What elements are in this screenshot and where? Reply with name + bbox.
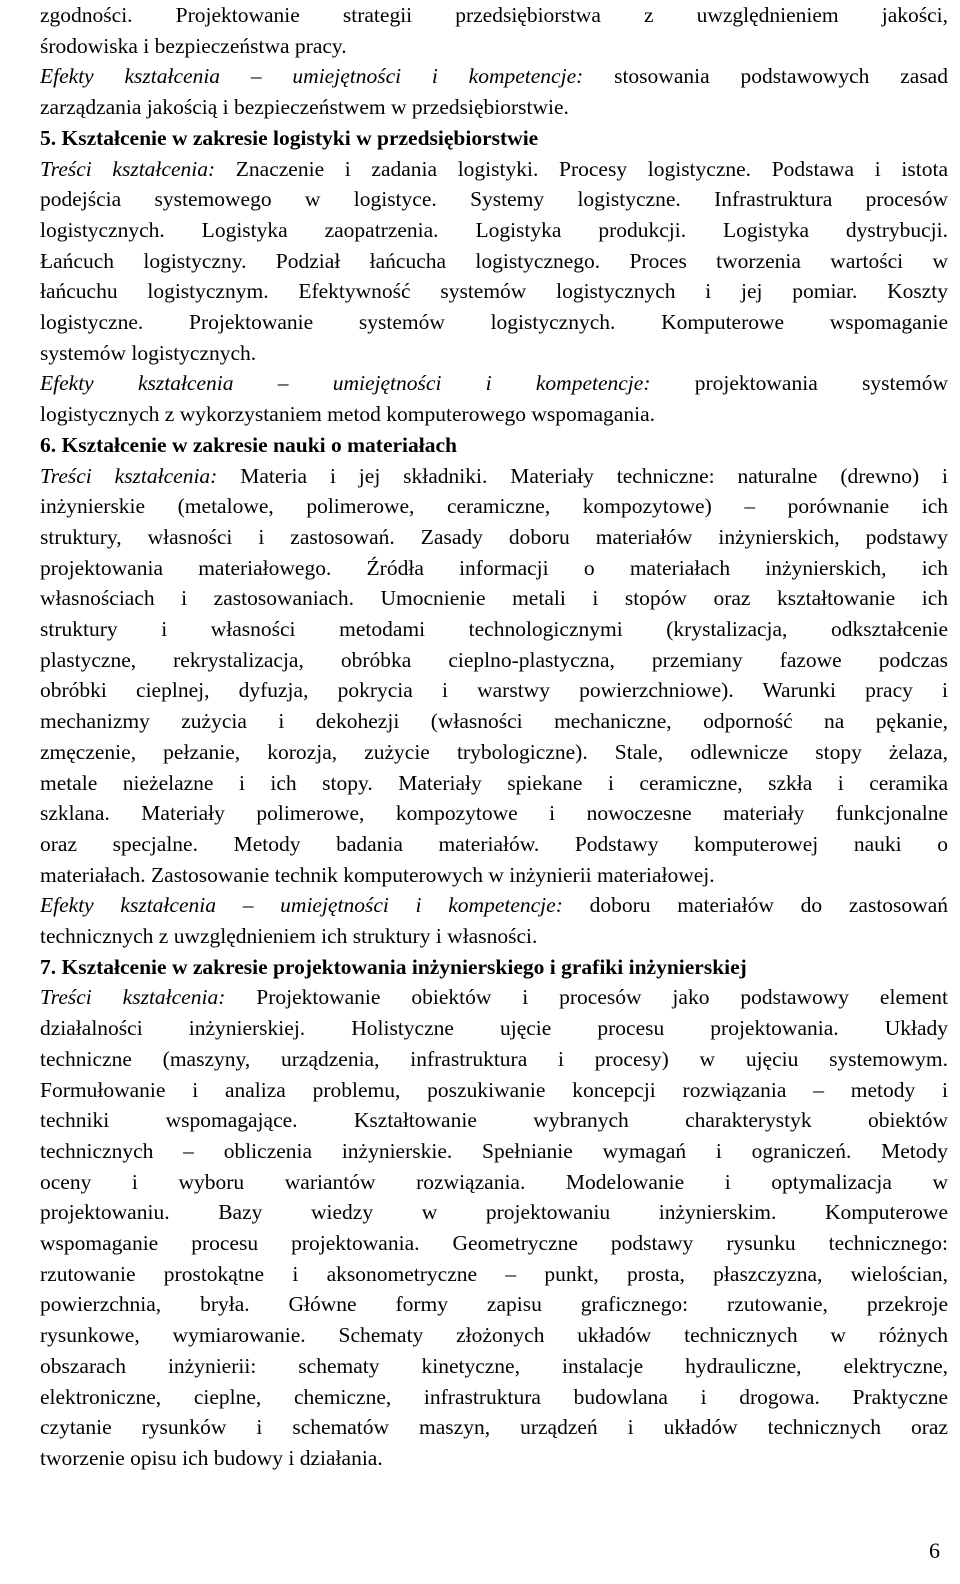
text-run: oceny i wyboru wariantów rozwiązania. Modelowanie i optymalizacja w — [40, 1169, 948, 1194]
text-line — [40, 491, 948, 521]
text-run: obróbki cieplnej, dyfuzja, pokrycia i warstwy powierzchniowe). Warunki pracy i — [40, 678, 948, 703]
text-line — [40, 1044, 948, 1074]
text-line — [40, 0, 948, 30]
text-line — [40, 430, 948, 460]
text-run: powierzchnia, bryła. Główne formy zapisu graficznego: rzutowanie, przekroje — [40, 1292, 948, 1317]
text-run: technicznych – obliczenia inżynierskie. Spełnianie wymagań i ograniczeń. Metody — [40, 1138, 948, 1163]
text-line — [40, 1289, 948, 1319]
text-line — [40, 1075, 948, 1105]
text-line — [40, 706, 948, 736]
text-run: Znaczenie i zadania logistyki. Procesy logistyczne. Podstawa i istota — [215, 156, 948, 181]
text-run: struktury i własności metodami technologicznymi (krystalizacja, odkształcenie — [40, 617, 948, 641]
italic-label: Treści kształcenia: — [40, 985, 226, 1010]
text-line — [40, 1136, 948, 1166]
text-run: logistycznych. Logistyka zaopatrzenia. Logistyka produkcji. Logistyka dystrybucji. — [40, 217, 948, 242]
text-line — [40, 982, 948, 1012]
text-run: mechanizmy zużycia i dekohezji (własności mechaniczne, odporność na pękanie, — [40, 709, 948, 734]
text-run: struktury, własności i zastosowań. Zasady doboru materiałów inżynierskich, podstawy — [40, 524, 948, 549]
text-run: środowiska i bezpieczeństwa pracy. — [40, 33, 347, 58]
text-run: oraz specjalne. Metody badania materiałów. Podstawy komputerowej nauki o — [40, 831, 948, 856]
text-line — [40, 522, 948, 552]
text-run: zarządzania jakością i bezpieczeństwem w przedsiębiorstwie. — [40, 95, 569, 120]
text-line — [40, 123, 948, 153]
text-run: logistycznych z wykorzystaniem metod komputerowego wspomagania. — [40, 402, 655, 427]
text-line — [40, 61, 948, 91]
text-run: logistyczne. Projektowanie systemów logistycznych. Komputerowe wspomaganie — [40, 310, 948, 334]
text-line — [40, 307, 948, 337]
text-run: rysunkowe, wymiarowanie. Schematy złożonych układów technicznych w różnych — [40, 1323, 948, 1348]
text-line — [40, 399, 948, 429]
text-line — [40, 154, 948, 184]
text-run: zgodności. Projektowanie strategii przedsiębiorstwa z uwzględnieniem jakości, — [40, 3, 948, 27]
text-line — [40, 829, 948, 859]
italic-label: Treści kształcenia: — [40, 156, 216, 181]
italic-label: Efekty kształcenia – umiejętności i kompetencje: — [40, 893, 563, 918]
text-run: własnościach i zastosowaniach. Umocnienie metali i stopów oraz kształtowanie ich — [40, 586, 948, 611]
text-run: materiałach. Zastosowanie technik komputerowych w inżynierii materiałowej. — [40, 862, 715, 887]
text-line — [40, 92, 948, 122]
text-line — [40, 798, 948, 828]
text-line — [40, 553, 948, 583]
text-run: elektroniczne, cieplne, chemiczne, infrastruktura budowlana i drogowa. Praktyczne — [40, 1384, 948, 1409]
text-run: techniki wspomagające. Kształtowanie wybranych charakterystyk obiektów — [40, 1108, 948, 1133]
text-run: zmęczenie, pełzanie, korozja, zużycie trybologiczne). Stale, odlewnicze stopy żelaza, — [40, 739, 948, 764]
text-run: projektowaniu. Bazy wiedzy w projektowaniu inżynierskim. Komputerowe — [40, 1200, 948, 1225]
text-run: metale nieżelazne i ich stopy. Materiały spiekane i ceramiczne, szkła i ceramika — [40, 770, 948, 795]
italic-label: Efekty kształcenia – umiejętności i kompetencje: — [40, 371, 651, 396]
text-line — [40, 1412, 948, 1442]
text-line — [40, 1013, 948, 1043]
text-run: inżynierskie (metalowe, polimerowe, ceramiczne, kompozytowe) – porównanie ich — [40, 494, 948, 519]
text-line — [40, 890, 948, 920]
text-line — [40, 921, 948, 951]
text-line — [40, 860, 948, 890]
text-run: działalności inżynierskiej. Holistyczne ujęcie procesu projektowania. Układy — [40, 1016, 948, 1041]
text-run: podejścia systemowego w logistyce. Systemy logistyczne. Infrastruktura procesów — [40, 187, 948, 212]
text-line — [40, 184, 948, 214]
text-run: tworzenie opisu ich budowy i działania. — [40, 1445, 383, 1470]
text-line — [40, 215, 948, 245]
text-line — [40, 614, 948, 644]
text-line — [40, 1351, 948, 1381]
section-heading: 6. Kształcenie w zakresie nauki o materiałach — [40, 432, 458, 457]
text-run: Materia i jej składniki. Materiały techniczne: naturalne (drewno) i — [217, 463, 948, 488]
text-run: obszarach inżynierii: schematy kinetyczne, instalacje hydrauliczne, elektryczne, — [40, 1353, 948, 1378]
text-line — [40, 1382, 948, 1412]
text-line — [40, 583, 948, 613]
text-line — [40, 338, 948, 368]
text-run: stosowania podstawowych zasad — [583, 64, 948, 89]
text-run: plastyczne, rekrystalizacja, obróbka cieplno-plastyczna, przemiany fazowe podczas — [40, 647, 948, 672]
text-line — [40, 1167, 948, 1197]
text-run: Łańcuch logistyczny. Podział łańcucha logistycznego. Proces tworzenia wartości w — [40, 248, 948, 273]
text-run: rzutowanie prostokątne i aksonometryczne – punkt, prosta, płaszczyzna, wielościan, — [40, 1261, 948, 1286]
text-line — [40, 31, 948, 61]
page-number: 6 — [929, 1538, 940, 1563]
text-line — [40, 737, 948, 767]
text-run: techniczne (maszyny, urządzenia, infrastruktura i procesy) w ujęciu systemowym. — [40, 1046, 948, 1071]
text-line — [40, 645, 948, 675]
text-line — [40, 768, 948, 798]
text-run: wspomaganie procesu projektowania. Geometryczne podstawy rysunku technicznego: — [40, 1231, 948, 1255]
text-run: czytanie rysunków i schematów maszyn, urządzeń i układów technicznych oraz — [40, 1415, 948, 1440]
text-line — [40, 675, 948, 705]
text-line — [40, 276, 948, 306]
text-run: szklana. Materiały polimerowe, kompozytowe i nowoczesne materiały funkcjonalne — [40, 801, 948, 826]
text-line — [40, 368, 948, 398]
text-run: doboru materiałów do zastosowań — [562, 893, 948, 918]
text-run: Projektowanie obiektów i procesów jako podstawowy element — [225, 985, 948, 1010]
section-heading: 7. Kształcenie w zakresie projektowania inżynierskiego i grafiki inżynierskiej — [40, 954, 747, 979]
text-line — [40, 1443, 948, 1473]
text-run: Formułowanie i analiza problemu, poszukiwanie koncepcji rozwiązania – metody i — [40, 1077, 948, 1102]
text-line — [40, 246, 948, 276]
text-line — [40, 1105, 948, 1135]
text-line — [40, 1228, 948, 1258]
text-run: systemów logistycznych. — [40, 340, 257, 365]
text-run: łańcuchu logistycznym. Efektywność systemów logistycznych i jej pomiar. Koszty — [40, 279, 948, 304]
italic-label: Efekty kształcenia – umiejętności i kompetencje: — [40, 64, 584, 89]
section-heading: 5. Kształcenie w zakresie logistyki w przedsiębiorstwie — [40, 125, 539, 150]
text-line — [40, 1259, 948, 1289]
text-line — [40, 952, 948, 982]
text-run: technicznych z uwzględnieniem ich struktury i własności. — [40, 924, 538, 948]
text-line — [40, 1320, 948, 1350]
text-line — [40, 1197, 948, 1227]
text-line — [40, 461, 948, 491]
text-run: projektowania systemów — [650, 371, 948, 396]
italic-label: Treści kształcenia: — [40, 463, 218, 488]
text-run: projektowania materiałowego. Źródła informacji o materiałach inżynierskich, ich — [40, 555, 948, 580]
